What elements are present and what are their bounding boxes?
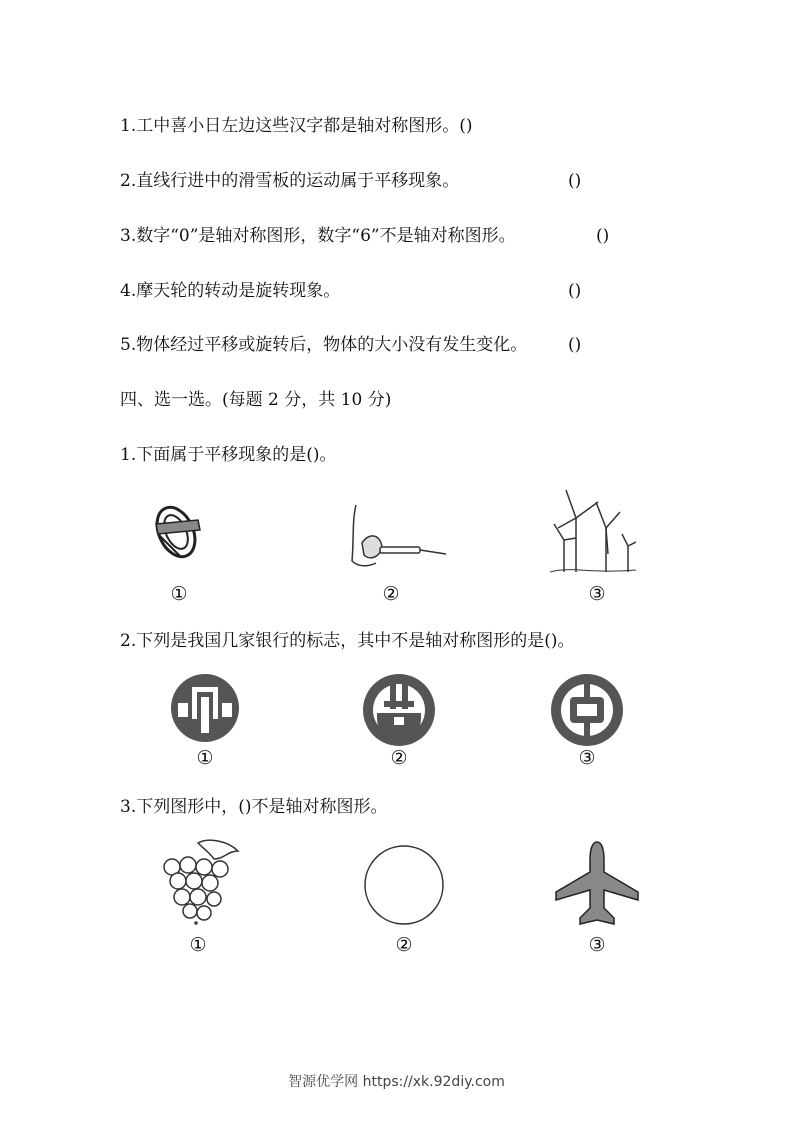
- judge-item-4: 4.摩天轮的转动是旋转现象。: [120, 281, 341, 301]
- option-label[interactable]: ①: [196, 747, 214, 769]
- question-1: 1.下面属于平移现象的是()。: [120, 445, 337, 465]
- airplane-icon: [554, 840, 640, 928]
- bank-of-china-logo: [550, 673, 624, 747]
- question-2: 2.下列是我国几家银行的标志，其中不是轴对称图形的是()。: [120, 631, 575, 651]
- option-label[interactable]: ②: [390, 747, 408, 769]
- agricultural-bank-logo: [362, 673, 436, 747]
- option-label[interactable]: ②: [382, 583, 400, 605]
- grapes-icon: [158, 837, 242, 925]
- question-3: 3.下列图形中，()不是轴对称图形。: [120, 797, 388, 817]
- wind-turbines-icon: [550, 488, 636, 576]
- option-label[interactable]: ①: [170, 583, 188, 605]
- judge-item-3: 3.数字“0”是轴对称图形，数字“6”不是轴对称图形。: [120, 226, 516, 246]
- soldering-iron-icon: [348, 503, 450, 571]
- circle-icon: [362, 843, 446, 927]
- answer-paren[interactable]: (): [568, 171, 582, 191]
- answer-paren[interactable]: (): [596, 226, 610, 246]
- section-heading: 四、选一选。(每题 2 分，共 10 分): [120, 390, 392, 410]
- judge-item-1: 1.工中喜小日左边这些汉字都是轴对称图形。(): [120, 116, 473, 136]
- footer-watermark: 智源优学网 https://xk.92diy.com: [288, 1074, 505, 1090]
- option-label[interactable]: ①: [189, 934, 207, 956]
- answer-paren[interactable]: (): [568, 281, 582, 301]
- citic-bank-logo: [170, 673, 240, 743]
- judge-item-5: 5.物体经过平移或旋转后，物体的大小没有发生变化。: [120, 335, 528, 355]
- judge-item-2: 2.直线行进中的滑雪板的运动属于平移现象。: [120, 171, 460, 191]
- option-label[interactable]: ③: [588, 583, 606, 605]
- option-label[interactable]: ③: [578, 747, 596, 769]
- answer-paren[interactable]: (): [568, 335, 582, 355]
- option-label[interactable]: ②: [395, 934, 413, 956]
- ring-rotation-icon: [150, 500, 206, 562]
- option-label[interactable]: ③: [588, 934, 606, 956]
